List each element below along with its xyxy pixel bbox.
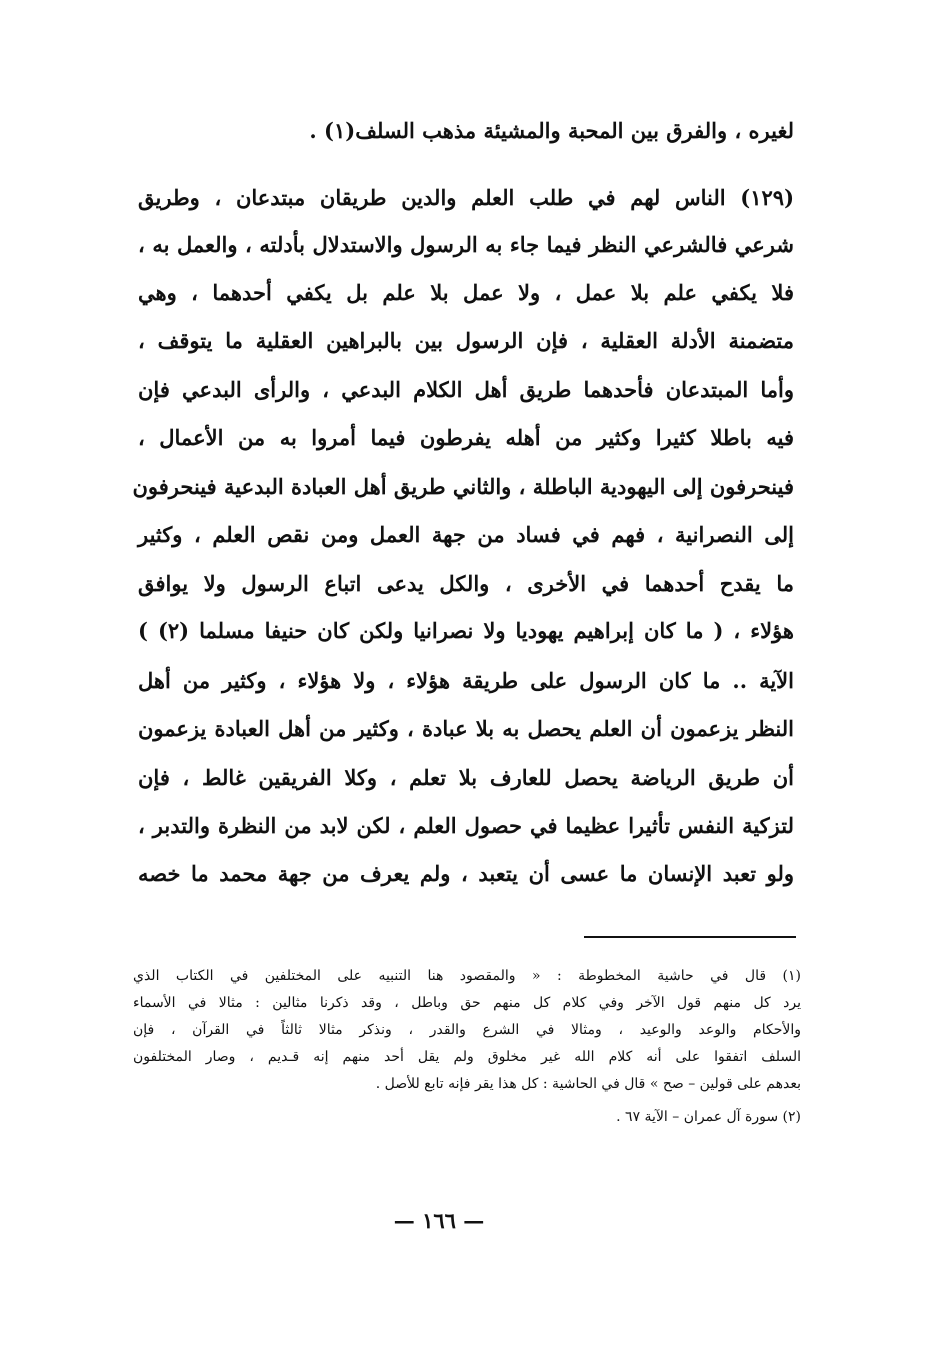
footnote-line: (١) قال في حاشية المخطوطة : « والمقصود هنا التنبيه على المختلفين في الكتاب الذي [133, 968, 801, 984]
body-text-line: وأما المبتدعان فأحدهما طريق أهل الكلام البدعي ، والرأى البدعي فإن [138, 377, 794, 402]
body-text-line: متضمنة الأدلة العقلية ، فإن الرسول بين بالبراهين العقلية ما يتوقف ، [138, 328, 794, 353]
footnote-line: والأحكام والوعد والوعيد ، ومثالا في الشرع والقدر ، ونذكر مثالا ثالثاً في القرآن ، فإن [133, 1022, 801, 1038]
body-text-line: الآية .. ما كان الرسول على طريقة هؤلاء ، ولا هؤلاء ، وكثير من أهل [138, 668, 794, 693]
footnote-separator [584, 936, 796, 938]
body-text-line: هؤلاء ، ( ما كان إبراهيم يهوديا ولا نصرانيا ولكن كان حنيفا مسلما (٢) ) [138, 618, 794, 643]
body-text-line: إلى النصرانية ، فهم في فساد من جهة العمل ومن نقص العلم ، وكثير [138, 522, 794, 547]
footnote-line: يرد كل منهم قول الآخر وفي كلام كل منهم حق وباطل ، وقد ذكرنا مثالين : مثالا في الأسماء [133, 995, 801, 1011]
body-text-line: فينحرفون إلى اليهودية الباطلة ، والثاني طريق أهل العبادة البدعية فينحرفون [132, 474, 794, 499]
body-text-line: لتزكية النفس تأثيرا عظيما في حصول العلم ، لكن لابد من النظرة والتدبر ، [138, 813, 794, 838]
footnote-line: بعدهم على قولين – صح » قال في الحاشية : كل هذا يقر فإنه تابع للأصل . [375, 1076, 801, 1092]
footnote-line: (٢) سورة آل عمران – الآية ٦٧ . [616, 1109, 801, 1125]
body-text-line: ما يقدح أحدهما في الأخرى ، والكل يدعى اتباع الرسول ولا يوافق [138, 571, 794, 596]
footnote-line: السلف اتفقوا على أنه كلام الله غير مخلوق ولم يقل أحد منهم إنه قـديم ، وصار المختلفون [133, 1049, 801, 1065]
body-text-line: فلا يكفي علم بلا عمل ، ولا عمل بلا علم بل يكفي أحدهما ، وهي [138, 280, 794, 305]
body-text-line: لغيره ، والفرق بين المحبة والمشيئة مذهب السلف(١) . [309, 118, 794, 143]
body-text-line: ولو تعبد الإنسان ما عسى أن يتعبد ، ولم يعرف من جهة محمد ما خصه [138, 861, 794, 886]
body-text-line: أن طريق الرياضة يحصل للعارف بلا تعلم ، وكلا الفريقين غالط ، فإن [138, 765, 794, 790]
body-text-line: النظر يزعمون أن العلم يحصل به بلا عبادة ، وكثير من أهل العبادة يزعمون [138, 716, 794, 741]
page-number: — ١٦٦ — [393, 1208, 485, 1233]
body-text-line: فيه باطلا كثيرا وكثير من أهله يفرطون فيما أمروا به من الأعمال ، [138, 425, 794, 450]
body-text-line: شرعي فالشرعي النظر فيما جاء به الرسول والاستدلال بأدلته ، والعمل به ، [138, 232, 794, 257]
body-text-line: (١٢٩) الناس لهم في طلب العلم والدين طريقان مبتدعان ، وطريق [138, 185, 794, 210]
